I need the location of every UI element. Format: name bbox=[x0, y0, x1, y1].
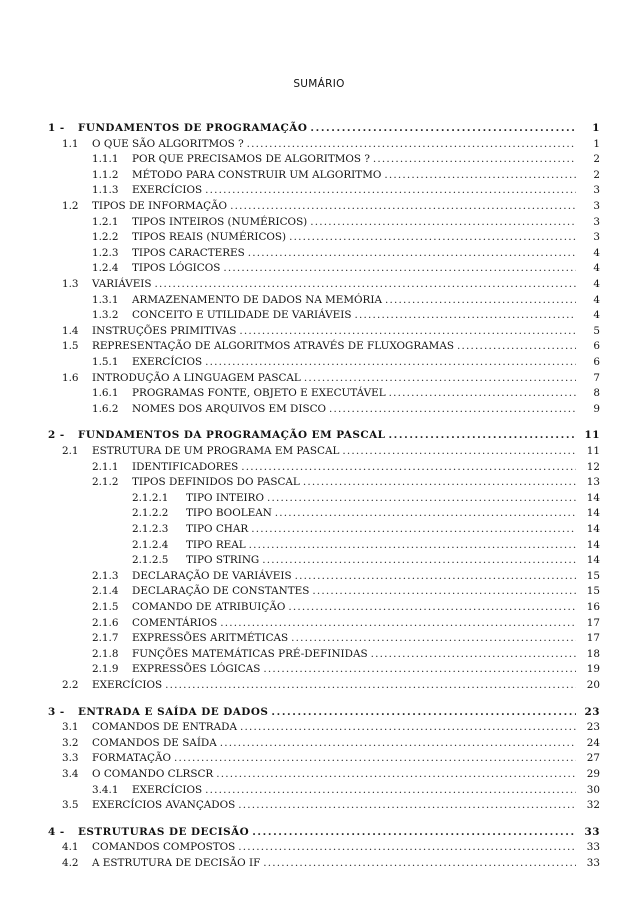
toc-entry-number: 2.1.2.4 bbox=[132, 538, 169, 551]
toc-entry-page-number: 23 bbox=[584, 705, 600, 718]
toc-entry-page-number: 4 bbox=[593, 309, 600, 322]
dot-leader bbox=[267, 490, 576, 506]
toc-entry bbox=[0, 505, 638, 521]
toc-entry bbox=[0, 766, 638, 782]
toc-entry-page-number: 14 bbox=[586, 523, 600, 535]
toc-entry-number: 4.1 bbox=[62, 841, 79, 854]
toc-entry-title: TIPOS CARACTERES bbox=[132, 246, 245, 259]
toc-entry-number: 2.2 bbox=[62, 679, 79, 691]
toc-entry-title: FORMATAÇÃO bbox=[92, 752, 171, 765]
dot-leader bbox=[238, 797, 576, 813]
toc-entry-page-number: 24 bbox=[586, 736, 600, 749]
toc-entry-number: 1.1.3 bbox=[92, 184, 119, 197]
toc-entry-number: 1.1.1 bbox=[92, 153, 119, 166]
dot-leader bbox=[388, 427, 576, 443]
dot-leader bbox=[457, 338, 576, 354]
toc-entry-page-number: 2 bbox=[593, 168, 600, 181]
toc-entry-number: 4.2 bbox=[62, 857, 79, 869]
dot-leader bbox=[205, 782, 576, 798]
toc-entry-number: 2.1.8 bbox=[92, 647, 119, 660]
toc-entry-number: 2.1.6 bbox=[92, 616, 119, 629]
dot-leader bbox=[304, 370, 576, 386]
toc-entry-number: 2.1.1 bbox=[92, 460, 119, 473]
page-title: SUMÁRIO bbox=[293, 78, 345, 90]
toc-entry-number: 1.5.1 bbox=[92, 356, 119, 368]
dot-leader bbox=[310, 120, 576, 136]
toc-entry-page-number: 2 bbox=[593, 153, 600, 166]
toc-entry-title: TIPOS DE INFORMAÇÃO bbox=[92, 200, 228, 212]
toc-entry bbox=[0, 276, 638, 292]
toc-entry bbox=[0, 646, 638, 662]
toc-entry bbox=[0, 370, 638, 386]
toc-entry-number: 1.5 bbox=[62, 340, 79, 353]
toc-entry-number: 3.1 bbox=[62, 721, 79, 734]
toc-entry-page-number: 3 bbox=[593, 215, 600, 228]
toc-chapter-entry bbox=[0, 120, 638, 136]
toc-entry-number: 1.2.3 bbox=[92, 246, 119, 259]
toc-entry-number: 2.1 bbox=[62, 445, 79, 457]
toc-entry-number: 1.4 bbox=[62, 324, 79, 337]
toc-entry-title: IDENTIFICADORES bbox=[132, 460, 239, 473]
toc-chapter-entry bbox=[0, 824, 638, 840]
toc-entry bbox=[0, 307, 638, 323]
toc-entry-number: 1.6.2 bbox=[92, 402, 119, 415]
toc-entry bbox=[0, 855, 638, 871]
toc-entry-title: COMANDO DE ATRIBUIÇÃO bbox=[132, 601, 286, 613]
toc-entry-page-number: 9 bbox=[593, 402, 600, 415]
toc-entry-number: 1.6.1 bbox=[92, 387, 119, 400]
toc-entry-title: TIPO INTEIRO bbox=[186, 491, 265, 504]
dot-leader bbox=[354, 307, 576, 323]
toc-entry-number: 1.3.1 bbox=[92, 293, 119, 306]
toc-entry-title: TIPOS INTEIROS (NUMÉRICOS) bbox=[132, 215, 308, 228]
dot-leader bbox=[165, 677, 576, 693]
toc-entry bbox=[0, 782, 638, 798]
toc-entry-page-number: 19 bbox=[586, 663, 600, 676]
toc-entry-number: 2.1.3 bbox=[92, 569, 119, 582]
toc-entry-page-number: 15 bbox=[586, 585, 600, 598]
toc-entry bbox=[0, 136, 638, 152]
toc-entry bbox=[0, 839, 638, 855]
dot-leader bbox=[373, 151, 576, 167]
dot-leader bbox=[275, 505, 576, 521]
dot-leader bbox=[174, 750, 576, 766]
dot-leader bbox=[220, 615, 576, 631]
dot-leader bbox=[220, 735, 576, 751]
toc-entry-number: 2.1.5 bbox=[92, 601, 119, 613]
dot-leader bbox=[389, 385, 576, 401]
toc-entry bbox=[0, 385, 638, 401]
toc-entry bbox=[0, 214, 638, 230]
toc-entry-page-number: 30 bbox=[586, 783, 600, 796]
dot-leader bbox=[384, 167, 576, 183]
toc-entry-page-number: 5 bbox=[593, 324, 600, 337]
toc-entry-title: FUNÇÕES MATEMÁTICAS PRÉ-DEFINIDAS bbox=[132, 647, 368, 660]
toc-entry-title: TIPOS LÓGICOS bbox=[132, 262, 221, 275]
toc-entry-number: 2.1.7 bbox=[92, 632, 119, 645]
toc-entry bbox=[0, 292, 638, 308]
toc-entry bbox=[0, 599, 638, 615]
toc-entry bbox=[0, 661, 638, 677]
toc-entry-title: EXERCÍCIOS bbox=[92, 679, 163, 691]
toc-entry-title: EXERCÍCIOS bbox=[132, 356, 203, 368]
dot-leader bbox=[238, 839, 576, 855]
toc-entry-number: 1.2.1 bbox=[92, 215, 119, 228]
dot-leader bbox=[310, 214, 576, 230]
toc-entry-page-number: 29 bbox=[586, 768, 600, 780]
toc-entry-number: 2.1.2 bbox=[92, 476, 119, 489]
toc-entry-title: ESTRUTURAS DE DECISÃO bbox=[78, 825, 250, 838]
dot-leader bbox=[371, 646, 576, 662]
toc-entry-page-number: 3 bbox=[593, 231, 600, 244]
toc-entry-page-number: 27 bbox=[586, 752, 600, 765]
toc-entry-page-number: 6 bbox=[593, 356, 600, 368]
toc-entry-title: TIPO REAL bbox=[186, 538, 246, 551]
toc-entry bbox=[0, 537, 638, 553]
toc-entry-title: EXPRESSÕES ARITMÉTICAS bbox=[132, 632, 289, 645]
toc-entry-page-number: 1 bbox=[592, 122, 600, 134]
toc-entry bbox=[0, 459, 638, 475]
toc-entry-title: POR QUE PRECISAMOS DE ALGORITMOS ? bbox=[132, 153, 370, 166]
toc-entry-number: 1.3.2 bbox=[92, 309, 119, 322]
toc-entry-title: ENTRADA E SAÍDA DE DADOS bbox=[78, 705, 269, 718]
toc-entry-title: COMANDOS COMPOSTOS bbox=[92, 841, 236, 854]
toc-entry-title: COMENTÁRIOS bbox=[132, 616, 218, 629]
dot-leader bbox=[342, 443, 576, 459]
toc-entry-page-number: 3 bbox=[593, 200, 600, 212]
dot-leader bbox=[205, 182, 576, 198]
toc-entry-title: O QUE SÃO ALGORITMOS ? bbox=[92, 137, 244, 150]
toc-entry-title: CONCEITO E UTILIDADE DE VARIÁVEIS bbox=[132, 309, 352, 322]
toc-entry-page-number: 14 bbox=[586, 507, 600, 520]
dot-leader bbox=[247, 136, 576, 152]
dot-leader bbox=[291, 630, 576, 646]
toc-entry-number: 3 - bbox=[48, 705, 65, 718]
toc-entry-number: 1.1.2 bbox=[92, 168, 119, 181]
toc-entry-number: 3.5 bbox=[62, 799, 79, 812]
toc-entry-number: 2.1.2.3 bbox=[132, 523, 169, 535]
toc-entry bbox=[0, 719, 638, 735]
dot-leader bbox=[251, 521, 576, 537]
toc-entry bbox=[0, 338, 638, 354]
dot-leader bbox=[329, 401, 576, 417]
toc-entry-page-number: 33 bbox=[586, 841, 600, 854]
toc-entry-title: FUNDAMENTOS DE PROGRAMAÇÃO bbox=[78, 122, 308, 134]
toc-entry-number: 2.1.2.5 bbox=[132, 554, 169, 567]
toc-entry-page-number: 4 bbox=[593, 278, 600, 290]
toc-entry-number: 1.2 bbox=[62, 200, 79, 212]
toc-entry-page-number: 20 bbox=[586, 679, 600, 691]
toc-entry-title: ESTRUTURA DE UM PROGRAMA EM PASCAL bbox=[92, 445, 340, 457]
toc-entry-page-number: 8 bbox=[593, 387, 600, 400]
dot-leader bbox=[205, 354, 576, 370]
toc-entry-title: A ESTRUTURA DE DECISÃO IF bbox=[92, 857, 261, 869]
toc-entry-title: COMANDOS DE SAÍDA bbox=[92, 736, 217, 749]
toc-entry bbox=[0, 443, 638, 459]
toc-entry-title: O COMANDO CLRSCR bbox=[92, 768, 214, 780]
toc-entry-number: 2.1.2.2 bbox=[132, 507, 169, 520]
toc-entry bbox=[0, 167, 638, 183]
toc-entry-page-number: 32 bbox=[586, 799, 600, 812]
toc-entry-page-number: 17 bbox=[586, 632, 600, 645]
dot-leader bbox=[239, 323, 576, 339]
toc-entry-page-number: 33 bbox=[586, 857, 600, 869]
toc-entry-title: REPRESENTAÇÃO DE ALGORITMOS ATRAVÉS DE FLUXOGRAMAS bbox=[92, 340, 454, 353]
toc-entry-title: PROGRAMAS FONTE, OBJETO E EXECUTÁVEL bbox=[132, 387, 386, 400]
dot-leader bbox=[262, 552, 576, 568]
toc-entry-number: 4 - bbox=[48, 825, 65, 838]
toc-entry-number: 3.2 bbox=[62, 736, 79, 749]
toc-entry-title: ARMAZENAMENTO DE DADOS NA MEMÓRIA bbox=[132, 293, 382, 306]
toc-entry bbox=[0, 630, 638, 646]
toc-entry bbox=[0, 615, 638, 631]
toc-entry-title: TIPO CHAR bbox=[186, 523, 249, 535]
toc-chapter-entry bbox=[0, 427, 638, 443]
toc-entry bbox=[0, 583, 638, 599]
toc-entry-page-number: 13 bbox=[586, 476, 600, 489]
toc-entry-page-number: 14 bbox=[586, 554, 600, 567]
dot-leader bbox=[312, 583, 576, 599]
dot-leader bbox=[288, 599, 576, 615]
toc-entry-page-number: 12 bbox=[586, 460, 600, 473]
dot-leader bbox=[263, 855, 576, 871]
dot-leader bbox=[248, 245, 576, 261]
toc-entry bbox=[0, 182, 638, 198]
toc-entry-page-number: 7 bbox=[593, 371, 600, 384]
toc-entry-number: 1.3 bbox=[62, 278, 79, 290]
dot-leader bbox=[303, 474, 576, 490]
toc-entry-page-number: 11 bbox=[586, 445, 600, 457]
toc-entry-page-number: 11 bbox=[584, 429, 600, 442]
toc-entry bbox=[0, 401, 638, 417]
toc-entry bbox=[0, 260, 638, 276]
toc-entry-title: INSTRUÇÕES PRIMITIVAS bbox=[92, 324, 237, 337]
toc-entry-page-number: 3 bbox=[593, 184, 600, 197]
toc-entry-number: 1.1 bbox=[62, 137, 79, 150]
toc-entry-page-number: 6 bbox=[593, 340, 600, 353]
toc-entry-title: DECLARAÇÃO DE VARIÁVEIS bbox=[132, 569, 292, 582]
dot-leader bbox=[385, 292, 576, 308]
toc-entry-page-number: 23 bbox=[586, 721, 600, 734]
toc-entry-page-number: 4 bbox=[593, 246, 600, 259]
toc-entry-page-number: 1 bbox=[593, 137, 600, 150]
toc-entry-title: TIPOS REAIS (NUMÉRICOS) bbox=[132, 231, 287, 244]
toc-entry bbox=[0, 151, 638, 167]
toc-entry-number: 2.1.9 bbox=[92, 663, 119, 676]
toc-entry-title: FUNDAMENTOS DA PROGRAMAÇÃO EM PASCAL bbox=[78, 429, 386, 442]
toc-entry-title: EXERCÍCIOS bbox=[132, 783, 203, 796]
toc-entry-title: EXERCÍCIOS AVANÇADOS bbox=[92, 799, 236, 812]
toc-entry-page-number: 18 bbox=[586, 647, 600, 660]
toc-entry bbox=[0, 245, 638, 261]
dot-leader bbox=[249, 537, 576, 553]
toc-entry-page-number: 14 bbox=[586, 491, 600, 504]
dot-leader bbox=[252, 824, 576, 840]
toc-entry bbox=[0, 677, 638, 693]
toc-entry-number: 3.4.1 bbox=[92, 783, 119, 796]
toc-entry-number: 2.1.2.1 bbox=[132, 491, 169, 504]
toc-entry-title: DECLARAÇÃO DE CONSTANTES bbox=[132, 585, 310, 598]
toc-entry-title: TIPO STRING bbox=[186, 554, 260, 567]
toc-entry bbox=[0, 490, 638, 506]
toc-entry-title: EXERCÍCIOS bbox=[132, 184, 203, 197]
toc-entry-title: NOMES DOS ARQUIVOS EM DISCO bbox=[132, 402, 327, 415]
toc-entry bbox=[0, 552, 638, 568]
toc-entry-number: 1 - bbox=[48, 122, 65, 134]
dot-leader bbox=[216, 766, 576, 782]
toc-entry-page-number: 14 bbox=[586, 538, 600, 551]
dot-leader bbox=[263, 661, 576, 677]
toc-entry-number: 2 - bbox=[48, 429, 65, 442]
toc-entry-title: VARIÁVEIS bbox=[92, 278, 152, 290]
toc-entry-page-number: 33 bbox=[584, 825, 600, 838]
toc-entry-number: 2.1.4 bbox=[92, 585, 119, 598]
toc-entry-title: TIPOS DEFINIDOS DO PASCAL bbox=[132, 476, 300, 489]
toc-chapter-entry bbox=[0, 704, 638, 720]
toc-entry-number: 1.2.4 bbox=[92, 262, 119, 275]
toc-entry bbox=[0, 354, 638, 370]
toc-entry bbox=[0, 521, 638, 537]
toc-entry-page-number: 15 bbox=[586, 569, 600, 582]
toc-entry-title: COMANDOS DE ENTRADA bbox=[92, 721, 237, 734]
toc-entry bbox=[0, 229, 638, 245]
dot-leader bbox=[289, 229, 576, 245]
toc-entry-number: 1.2.2 bbox=[92, 231, 119, 244]
toc-entry-page-number: 17 bbox=[586, 616, 600, 629]
toc-entry bbox=[0, 568, 638, 584]
toc-entry-page-number: 16 bbox=[586, 601, 600, 613]
toc-entry-page-number: 4 bbox=[593, 293, 600, 306]
toc-entry-number: 1.6 bbox=[62, 371, 79, 384]
toc-entry-number: 3.3 bbox=[62, 752, 79, 765]
dot-leader bbox=[295, 568, 576, 584]
toc-entry bbox=[0, 797, 638, 813]
dot-leader bbox=[230, 198, 576, 214]
toc-entry-title: EXPRESSÕES LÓGICAS bbox=[132, 663, 261, 676]
dot-leader bbox=[155, 276, 576, 292]
toc-entry bbox=[0, 735, 638, 751]
toc-entry-page-number: 4 bbox=[593, 262, 600, 275]
toc-entry bbox=[0, 474, 638, 490]
dot-leader bbox=[241, 459, 576, 475]
dot-leader bbox=[240, 719, 576, 735]
toc-entry-title: TIPO BOOLEAN bbox=[186, 507, 272, 520]
toc-entry bbox=[0, 323, 638, 339]
toc-entry bbox=[0, 750, 638, 766]
toc-entry-title: MÉTODO PARA CONSTRUIR UM ALGORITMO bbox=[132, 168, 382, 181]
toc-entry-title: INTRODUÇÃO A LINGUAGEM PASCAL bbox=[92, 371, 301, 384]
toc-entry-number: 3.4 bbox=[62, 768, 79, 780]
toc-entry bbox=[0, 198, 638, 214]
dot-leader bbox=[271, 704, 576, 720]
dot-leader bbox=[223, 260, 576, 276]
